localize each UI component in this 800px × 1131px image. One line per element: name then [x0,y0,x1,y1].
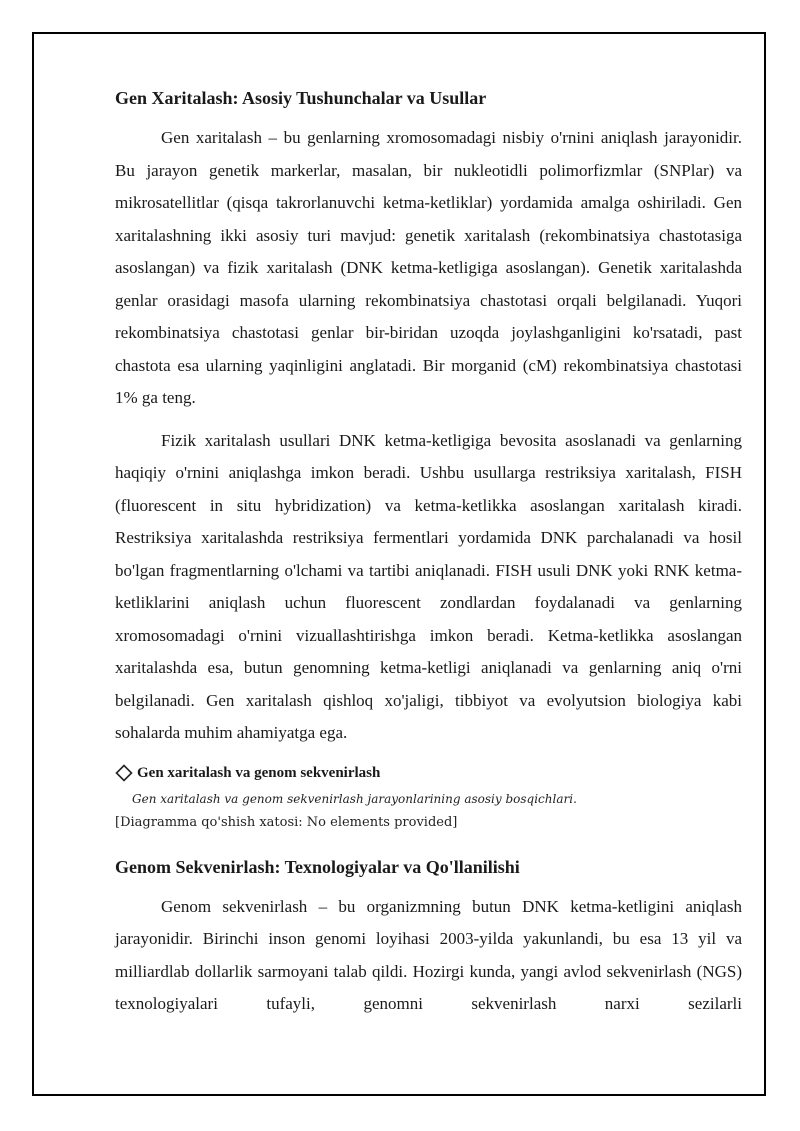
diagram-caption: Gen xaritalash va genom sekvenirlash jarayonlarining asosiy bosqichlari. [132,791,577,806]
tag-icon [115,764,133,782]
document-content [115,86,742,1031]
paragraph: Gen xaritalash – bu genlarning xromosomadagi nisbiy o'rnini aniqlash jarayonidir. Bu jarayon genetik markerlar, masalan, bir nukleotidli polimorfizmlar (SNPlar) va mikrosatellitlar (qisqa takrorlanuvchi ketma-ketliklar) yordamida amalga oshiriladi. Gen xaritalashning ikki asosiy turi mavjud: genetik xaritalash (rekombinatsiya chastotasiga asoslangan) va fizik xaritalash (DNK ketma-ketligiga asoslangan). Genetik xaritalashda genlar orasidagi masofa ularning rekombinatsiya chastotasi orqali belgilanadi. Yuqori rekombinatsiya chastotasi genlar bir-biridan uzoqda joylashganligini ko'rsatadi, past chastota esa ularning yaqinligini anglatadi. Bir morganid (cM) rekombinatsiya chastotasi 1% ga teng. [115,128,742,407]
paragraph: Fizik xaritalash usullari DNK ketma-ketligiga bevosita asoslanadi va genlarning haqiqiy o'rnini aniqlashga imkon beradi. Ushbu usullarga restriksiya xaritalash, FISH (fluorescent in situ hybridization) va ketma-ketlikka asoslangan xaritalash kiradi. Restriksiya xaritalashda restriksiya fermentlari yordamida DNK parchalanadi va hosil bo'lgan fragmentlarning o'lchami va tartibi aniqlanadi. FISH usuli DNK yoki RNK ketma-ketliklarini aniqlash uchun fluorescent zondlardan foydalanadi va genlarning xromosomadagi o'rnini vizuallashtirishga imkon beradi. Ketma-ketlikka asoslangan xaritalashda esa, butun genomning ketma-ketligi aniqlanadi va genlarning aniq o'rni belgilanadi. Gen xaritalash qishloq xo'jaligi, tibbiyot va evolyutsion biologiya kabi sohalarda muhim ahamiyatga ega. [115,430,742,742]
diagram-title [115,763,742,783]
section-heading-genome-sequencing: Genom Sekvenirlash: Texnologiyalar va Qo'llanilishi [115,856,520,877]
paragraph: Genom sekvenirlash – bu organizmning butun DNK ketma-ketligini aniqlash jarayonidir. Birinchi inson genomi loyihasi 2003-yilda yakunlandi, bu esa 13 yil va milliardlab dollarlik sarmoyani talab qildi. Hozirgi kunda, yangi avlod sekvenirlash (NGS) texnologiyalari tufayli, genomni sekvenirlash narxi sezilarli [115,896,742,1013]
diagram-title-text: Gen xaritalash va genom sekvenirlash [137,764,381,781]
diagram-placeholder [115,763,742,833]
section-heading-gene-mapping: Gen Xaritalash: Asosiy Tushunchalar va Usullar [115,88,487,108]
diagram-error-message: [Diagramma qo'shish xatosi: No elements provided] [115,814,458,830]
